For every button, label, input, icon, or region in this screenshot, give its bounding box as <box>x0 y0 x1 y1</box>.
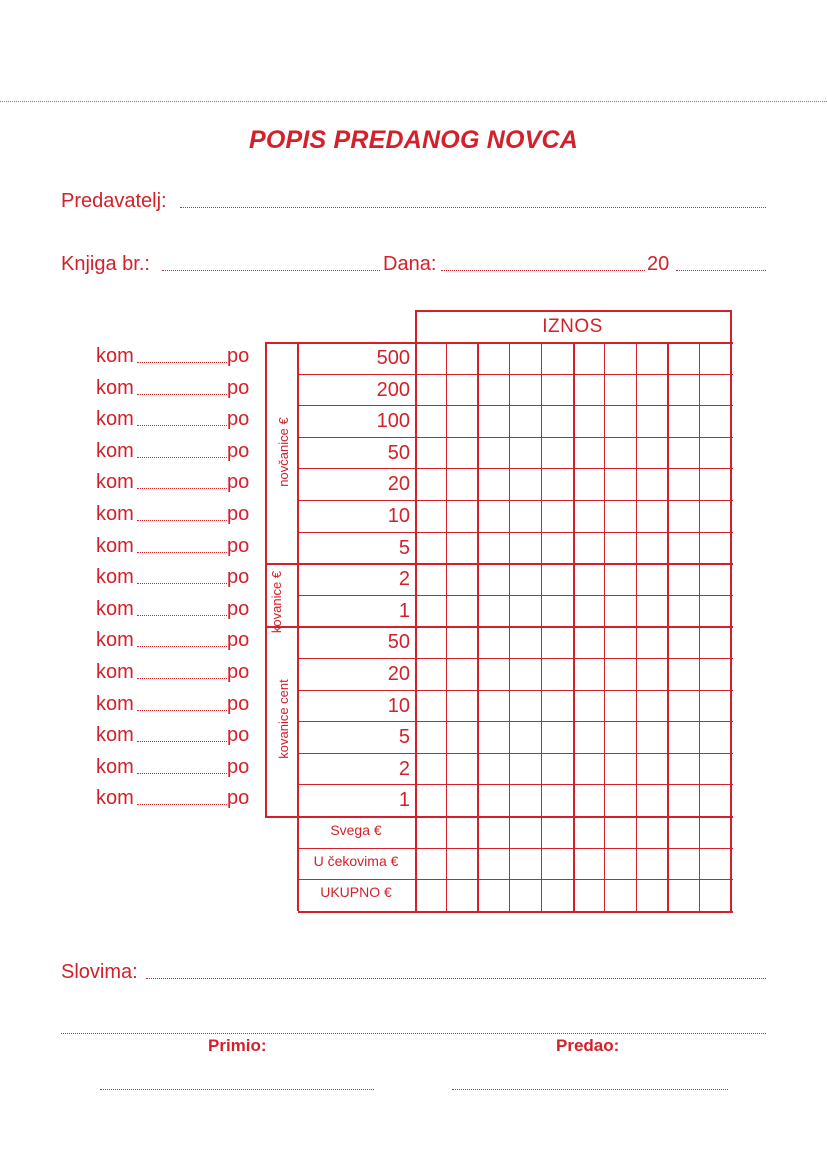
denomination-value: 1 <box>398 599 410 622</box>
kom-row <box>96 753 256 785</box>
denomination-value: 2 <box>398 757 410 780</box>
group-divider <box>265 342 298 344</box>
kom-label: kom <box>96 566 134 589</box>
amount-column-line <box>573 342 575 911</box>
po-label: po <box>227 408 250 431</box>
year-prefix: 20 <box>647 253 670 275</box>
svega-label: Svega € <box>330 822 382 838</box>
group-divider <box>265 816 298 818</box>
kom-label: kom <box>96 661 134 683</box>
amount-column-line <box>541 342 542 911</box>
group-kovanice: kovanice € <box>269 570 284 634</box>
kom-label: kom <box>96 787 134 810</box>
kom-count-field[interactable] <box>137 646 227 647</box>
primio-label: Primio: <box>208 1036 267 1055</box>
kom-count-field[interactable] <box>137 804 227 805</box>
amount-column-line <box>604 342 605 911</box>
amount-column-line <box>667 342 669 911</box>
kom-label: kom <box>96 439 134 462</box>
kom-count-field[interactable] <box>137 615 227 616</box>
denomination-value: 5 <box>398 536 410 559</box>
po-label: po <box>227 629 250 652</box>
kom-count-field[interactable] <box>137 394 227 395</box>
predavatelj-label: Predavatelj: <box>61 190 167 212</box>
kom-label: kom <box>96 692 134 715</box>
kom-count-field[interactable] <box>137 362 227 363</box>
kom-count-field[interactable] <box>137 457 227 458</box>
dana-label: Dana: <box>383 253 437 275</box>
amount-column-line <box>446 342 447 911</box>
amount-column-line <box>636 342 637 911</box>
kom-row <box>96 626 256 658</box>
kom-count-field[interactable] <box>137 552 227 553</box>
po-label: po <box>227 661 250 683</box>
po-label: po <box>227 566 250 589</box>
group-novcanice: novčanice € <box>276 417 291 487</box>
kom-row <box>96 342 256 374</box>
kom-count-field[interactable] <box>137 520 227 521</box>
year-field[interactable] <box>676 270 766 271</box>
grid-hline <box>298 911 733 913</box>
kom-row <box>96 690 256 722</box>
slovima-field[interactable] <box>146 978 766 979</box>
amount-column-line <box>699 342 700 911</box>
denomination-value: 200 <box>376 378 410 401</box>
po-label: po <box>227 503 250 525</box>
denomination-value: 50 <box>387 631 410 654</box>
group-kovanice-cent: kovanice cent <box>276 679 291 759</box>
form-title: POPIS PREDANOG NOVCA <box>248 126 579 154</box>
predao-label: Predao: <box>556 1036 620 1055</box>
kom-label: kom <box>96 503 134 525</box>
kom-row <box>96 500 256 532</box>
denomination-value: 20 <box>387 473 410 496</box>
slovima-field-line2[interactable] <box>61 1033 766 1034</box>
po-label: po <box>227 755 250 778</box>
po-label: po <box>227 724 250 747</box>
amount-column-line <box>730 342 732 911</box>
kom-label: kom <box>96 629 134 652</box>
kom-row <box>96 563 256 595</box>
predavatelj-field[interactable] <box>180 207 766 208</box>
kom-count-field[interactable] <box>137 773 227 774</box>
kom-row <box>96 468 256 500</box>
denomination-value: 20 <box>387 663 410 685</box>
amount-column-line <box>477 342 479 911</box>
iznos-header: IZNOS <box>542 316 603 337</box>
dana-field[interactable] <box>441 270 645 271</box>
kom-label: kom <box>96 408 134 431</box>
kom-count-field[interactable] <box>137 583 227 584</box>
kom-label: kom <box>96 471 134 494</box>
kom-count-field[interactable] <box>137 488 227 489</box>
kom-row <box>96 721 256 753</box>
po-label: po <box>227 787 250 810</box>
denomination-value: 50 <box>387 441 410 464</box>
group-column-border <box>265 342 267 816</box>
kom-label: kom <box>96 376 134 399</box>
denomination-value: 10 <box>387 505 410 527</box>
kom-label: kom <box>96 597 134 620</box>
kom-label: kom <box>96 724 134 747</box>
kom-label: kom <box>96 345 134 367</box>
knjiga-label: Knjiga br.: <box>61 253 150 275</box>
kom-row <box>96 595 256 627</box>
cut-line <box>0 101 827 102</box>
predao-signature-line[interactable] <box>452 1089 728 1090</box>
kom-label: kom <box>96 755 134 778</box>
knjiga-field[interactable] <box>162 270 380 271</box>
kom-row <box>96 784 256 816</box>
denomination-value: 100 <box>376 410 410 433</box>
primio-signature-line[interactable] <box>100 1089 374 1090</box>
po-label: po <box>227 439 250 462</box>
po-label: po <box>227 597 250 620</box>
po-label: po <box>227 376 250 399</box>
po-label: po <box>227 534 250 557</box>
ukupno-label: UKUPNO € <box>320 884 392 900</box>
denomination-value: 2 <box>398 568 410 591</box>
kom-count-field[interactable] <box>137 710 227 711</box>
slovima-label: Slovima: <box>61 961 138 983</box>
kom-count-field[interactable] <box>137 741 227 742</box>
kom-row <box>96 658 256 690</box>
iznos-header-border <box>730 310 732 342</box>
kom-row <box>96 532 256 564</box>
denomination-value: 500 <box>376 347 410 369</box>
denomination-value: 10 <box>387 694 410 717</box>
po-label: po <box>227 345 250 367</box>
kom-label: kom <box>96 534 134 557</box>
kom-row <box>96 374 256 406</box>
denomination-value: 1 <box>398 789 410 812</box>
cekovima-label: U čekovima € <box>313 853 399 869</box>
kom-row <box>96 405 256 437</box>
denomination-value: 5 <box>398 726 410 749</box>
amount-column-line <box>509 342 510 911</box>
po-label: po <box>227 692 250 715</box>
kom-count-field[interactable] <box>137 425 227 426</box>
kom-row <box>96 437 256 469</box>
po-label: po <box>227 471 250 494</box>
kom-count-field[interactable] <box>137 678 227 679</box>
amount-column-line <box>415 342 417 911</box>
